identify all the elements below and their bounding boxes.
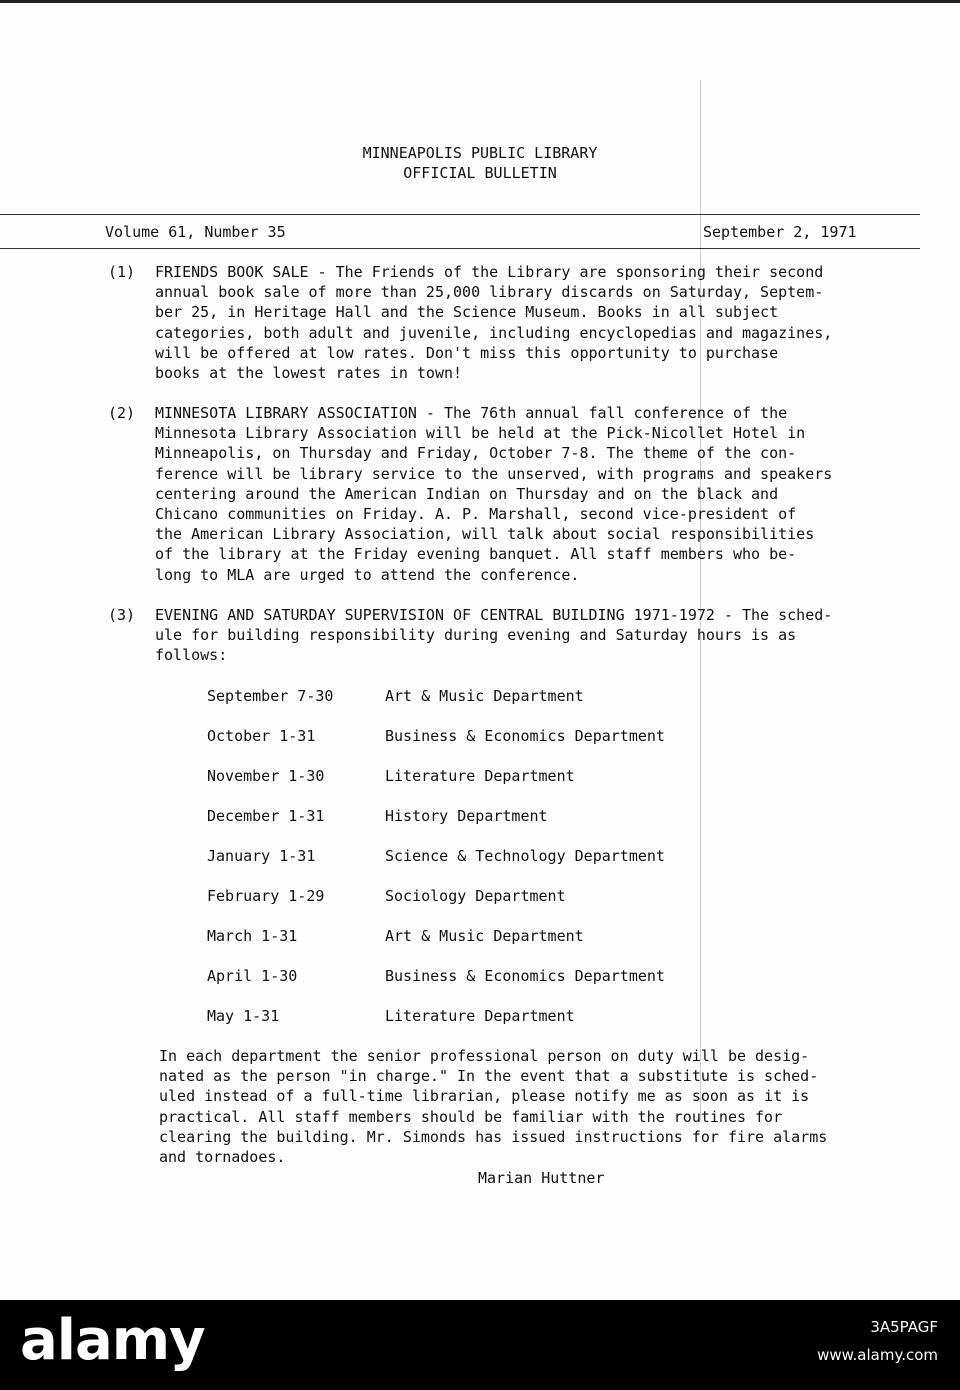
schedule-date: May 1-31 [207, 1007, 280, 1025]
text-line: annual book sale of more than 25,000 library discards on Saturday, Septem- [155, 283, 824, 302]
schedule-row [207, 766, 727, 788]
text-line: centering around the American Indian on Thursday and on the black and [155, 484, 779, 503]
schedule-department: Literature Department [385, 1007, 575, 1025]
schedule-department: Science & Technology Department [385, 847, 665, 865]
top-edge-line [0, 0, 960, 3]
text-line: long to MLA are urged to attend the conference. [155, 565, 580, 584]
item-number: (1) [108, 263, 136, 281]
schedule-row [207, 886, 727, 908]
schedule-department: History Department [385, 807, 548, 825]
text-line: MINNESOTA LIBRARY ASSOCIATION - The 76th annual fall conference of the [155, 404, 788, 422]
header-rule-top [0, 214, 920, 215]
schedule-department: Sociology Department [385, 887, 566, 905]
schedule-date: October 1-31 [207, 727, 316, 745]
text-line: nated as the person "in charge." In the event that a substitute is sched- [159, 1067, 819, 1086]
bulletin-title: OFFICIAL BULLETIN [403, 164, 557, 182]
schedule-date: March 1-31 [207, 927, 298, 945]
schedule-row [207, 806, 727, 828]
schedule-row [207, 966, 727, 988]
text-line: follows: [155, 646, 228, 665]
text-line: EVENING AND SATURDAY SUPERVISION OF CENTRAL BUILDING 1971-1972 - The sched- [155, 606, 833, 624]
schedule-date: January 1-31 [207, 847, 316, 865]
item-body-supervision [155, 605, 832, 666]
closing-paragraph [159, 1046, 827, 1167]
schedule-row [207, 726, 727, 748]
text-line: Minnesota Library Association will be held at the Pick-Nicollet Hotel in [155, 424, 806, 443]
text-line: ference will be library service to the unserved, with programs and speakers [155, 464, 833, 483]
bulletin-date: September 2, 1971 [703, 223, 857, 241]
text-line: books at the lowest rates in town! [155, 364, 463, 383]
item-body-friends-book-sale [155, 262, 832, 383]
schedule-department: Literature Department [385, 767, 575, 785]
schedule-department: Business & Economics Department [385, 967, 665, 985]
text-line: the American Library Association, will talk about social responsibilities [155, 525, 815, 544]
text-line: will be offered at low rates. Don't miss this opportunity to purchase [155, 343, 779, 362]
schedule-date: September 7-30 [207, 687, 334, 705]
schedule-row [207, 686, 727, 708]
schedule-date: April 1-30 [207, 967, 298, 985]
signature-name: Marian Huttner [478, 1169, 605, 1187]
schedule-date: November 1-30 [207, 767, 325, 785]
text-line: of the library at the Friday evening banquet. All staff members who be- [155, 545, 797, 564]
text-line: In each department the senior professional person on duty will be desig- [159, 1047, 810, 1065]
text-line: and tornadoes. [159, 1148, 286, 1167]
text-line: Minneapolis, on Thursday and Friday, October 7-8. The theme of the con- [155, 444, 797, 463]
text-line: uled instead of a full-time librarian, please notify me as soon as it is [159, 1087, 810, 1106]
item-number: (3) [108, 606, 136, 624]
text-line: categories, both adult and juvenile, including encyclopedias and magazines, [155, 323, 833, 342]
schedule-row [207, 846, 727, 868]
volume-number: Volume 61, Number 35 [105, 223, 286, 241]
item-body-mla [155, 403, 832, 585]
alamy-logo: alamy [20, 1308, 205, 1373]
text-line: clearing the building. Mr. Simonds has issued instructions for fire alarms [159, 1127, 828, 1146]
schedule-date: February 1-29 [207, 887, 325, 905]
schedule-department: Business & Economics Department [385, 727, 665, 745]
schedule-date: December 1-31 [207, 807, 325, 825]
image-id: 3A5PAGF [870, 1318, 938, 1336]
site-url: www.alamy.com [817, 1346, 938, 1364]
item-number: (2) [108, 404, 136, 422]
page-fold-line [700, 80, 701, 1120]
schedule-row [207, 1006, 727, 1028]
text-line: FRIENDS BOOK SALE - The Friends of the Library are sponsoring their second [155, 263, 824, 281]
header-rule-bottom [0, 248, 920, 249]
library-name: MINNEAPOLIS PUBLIC LIBRARY [362, 144, 598, 162]
schedule-department: Art & Music Department [385, 927, 584, 945]
text-line: ule for building responsibility during evening and Saturday hours is as [155, 626, 797, 645]
text-line: practical. All staff members should be familiar with the routines for [159, 1107, 783, 1126]
schedule-row [207, 926, 727, 948]
text-line: Chicano communities on Friday. A. P. Marshall, second vice-president of [155, 505, 797, 524]
text-line: ber 25, in Heritage Hall and the Science Museum. Books in all subject [155, 303, 779, 322]
schedule-department: Art & Music Department [385, 687, 584, 705]
